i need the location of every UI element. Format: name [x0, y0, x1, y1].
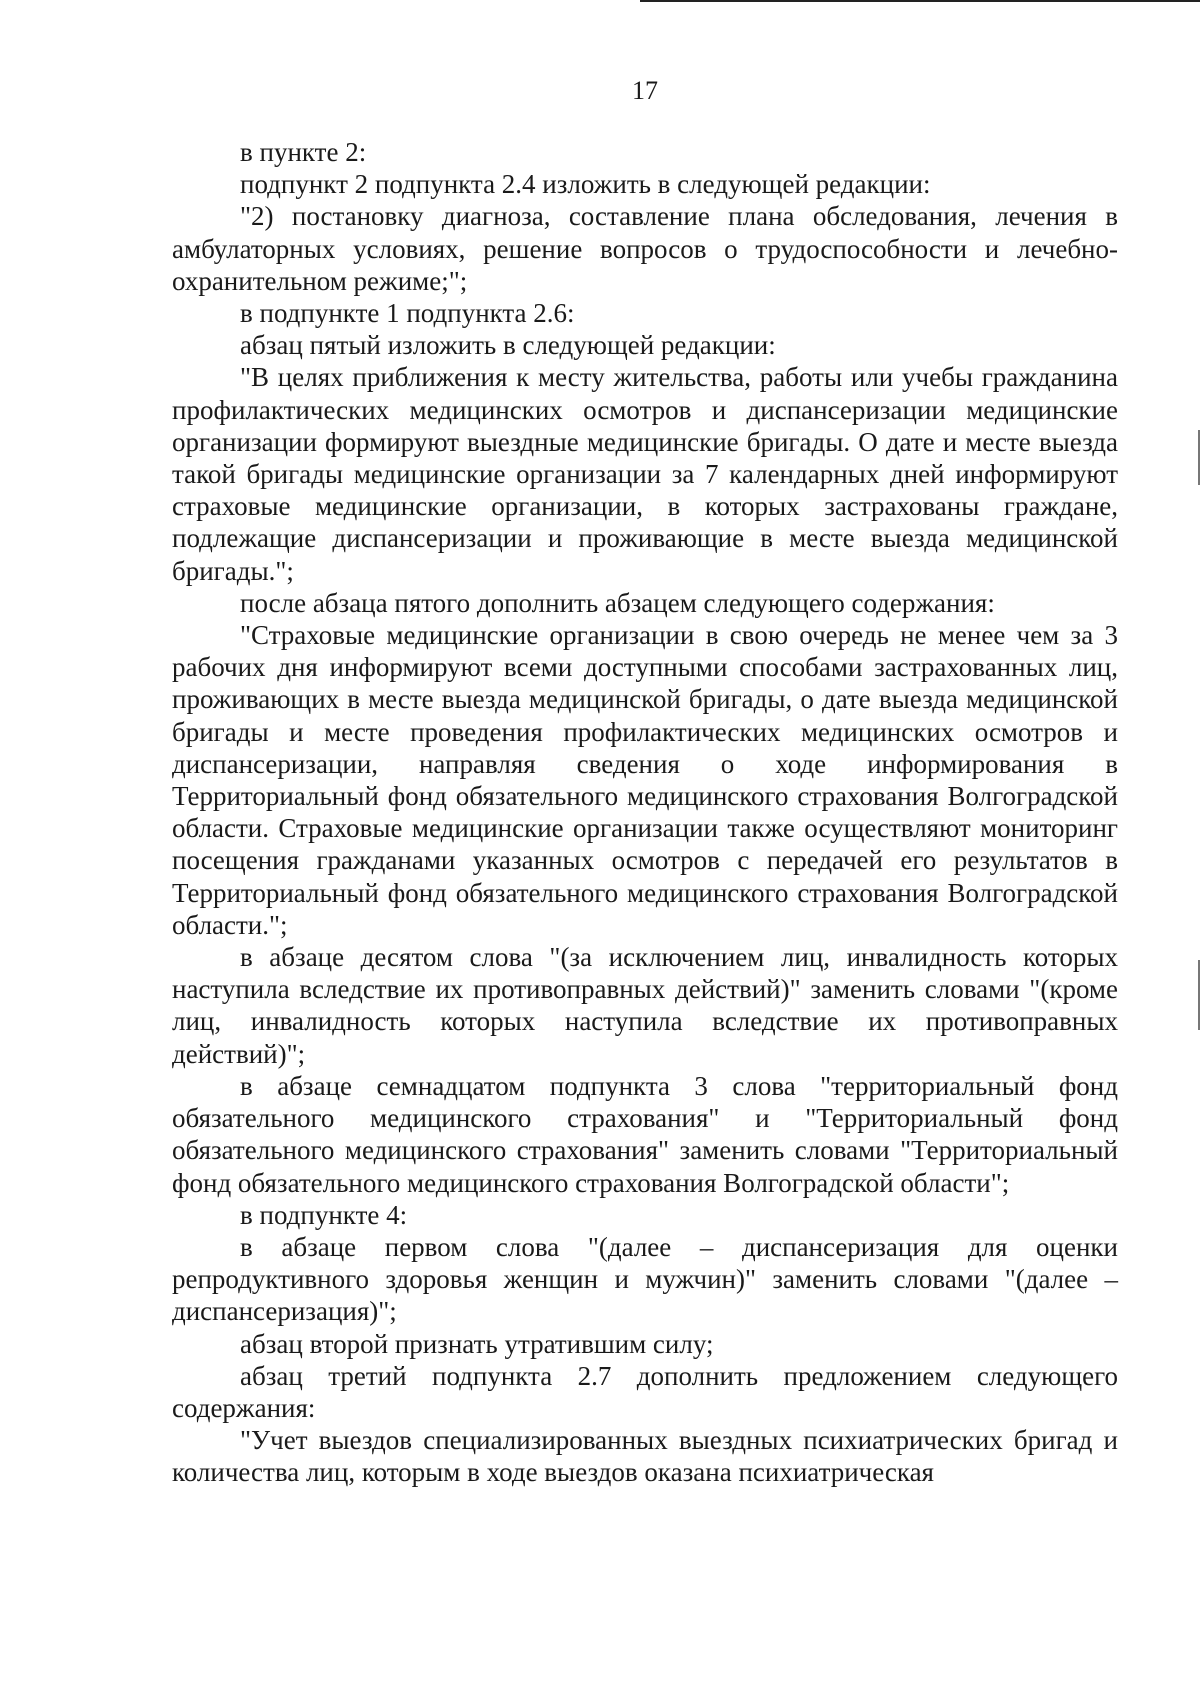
paragraph: "Страховые медицинские организации в свою очередь не менее чем за 3 рабочих дня информируют всеми доступными способами застрахованных лиц, проживающих в месте выезда медицинской бригады, о дате выезда медицинской бригады и месте проведения профилактических медицинских осмотров и диспансеризации, направляя сведения о ходе информирования в Территориальный фонд обязательного медицинского страхования Волгоградской области. Страховые медицинские организации также осуществляют мониторинг посещения гражданами указанных осмотров с передачей его результатов в Территориальный фонд обязательного медицинского страхования Волгоградской области."; [172, 620, 1118, 940]
paragraph: в подпункте 1 подпункта 2.6: [240, 298, 575, 329]
paragraph: в пункте 2: [240, 137, 367, 167]
paragraph: "2) постановку диагноза, составление плана обследования, лечения в амбулаторных условиях, решение вопросов о трудоспособности и лечебно-охранительном режиме;"; [172, 201, 1118, 296]
paragraph: "В целях приближения к месту жительства, работы или учебы гражданина профилактических медицинских осмотров и диспансеризации медицинские организации формируют выездные медицинские бригады. О дате и месте выезда такой бригады медицинские организации за 7 календарных дней информируют страховые медицинские организации, в которых застрахованы граждане, подлежащие диспансеризации и проживающие в месте выезда медицинской бригады."; [172, 362, 1118, 586]
paragraph: в абзаце семнадцатом подпункта 3 слова "территориальный фонд обязательного медицинского страхования" и "Территориальный фонд обязательного медицинского страхования" заменить словами "Территориальный фонд обязательного медицинского страхования Волгоградской области"; [172, 1070, 1118, 1198]
scan-edge-top [640, 0, 1200, 2]
paragraph: в подпункте 4: [240, 1199, 408, 1230]
paragraph: подпункт 2 подпункта 2.4 изложить в следующей редакции: [240, 169, 931, 200]
page-number: 17 [632, 76, 658, 105]
document-body [172, 136, 1118, 1489]
paragraph: "Учет выездов специализированных выездных психиатрических бригад и количества лиц, которым в ходе выездов оказана психиатрическая [172, 1425, 1118, 1488]
paragraph: абзац второй признать утратившим силу; [240, 1328, 714, 1359]
paragraph: после абзаца пятого дополнить абзацем следующего содержания: [240, 587, 995, 618]
paragraph: в абзаце десятом слова "(за исключением лиц, инвалидность которых наступила вследствие их противоправных действий)" заменить словами "(кроме лиц, инвалидность которых наступила вследствие их противоправных действий)"; [172, 942, 1118, 1069]
paragraph: абзац пятый изложить в следующей редакции: [240, 330, 776, 361]
paragraph: в абзаце первом слова "(далее – диспансеризация для оценки репродуктивного здоровья женщин и мужчин)" заменить словами "(далее – диспансеризация)"; [172, 1231, 1118, 1327]
paragraph: абзац третий подпункта 2.7 дополнить предложением следующего содержания: [172, 1360, 1118, 1423]
